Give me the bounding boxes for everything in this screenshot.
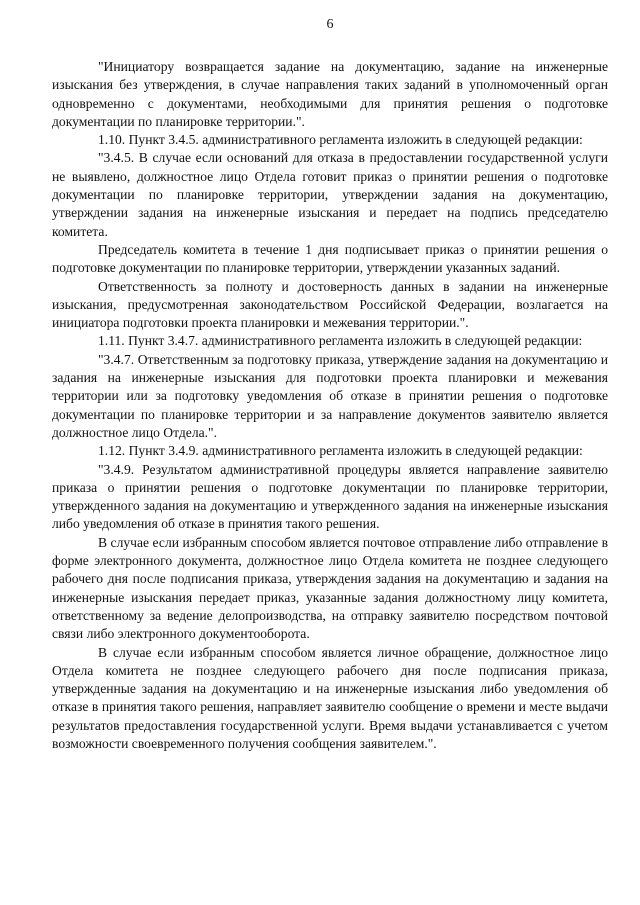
document-page <box>52 0 608 753</box>
paragraph: Ответственность за полноту и достоверность данных в задании на инженерные изыскания, предусмотренная законодательством Российской Федерации, возлагается на инициатора подготовки проекта планировки и межевания территории.". <box>52 278 608 331</box>
paragraph: 1.11. Пункт 3.4.7. административного регламента изложить в следующей редакции: <box>98 333 583 349</box>
paragraph: "3.4.9. Результатом административной процедуры является направление заявителю приказа о принятии решения о подготовке документации по планировке территории, утвержденного задания на документацию и утвержденного задания на инженерные изыскания либо уведомления об отказе в принятия такого решения. <box>52 461 608 532</box>
paragraph: 1.12. Пункт 3.4.9. административного регламента изложить в следующей редакции: <box>98 443 583 459</box>
paragraph: В случае если избранным способом является личное обращение, должностное лицо Отдела комитета не позднее следующего рабочего дня после подписания приказа, утвержденные задания на документацию и на инженерные изыскания либо уведомления об отказе в принятия такого решения, направляет заявителю сообщение о времени и месте выдачи результатов предоставления государственной услуги. Время выдачи устанавливается с учетом возможности своевременного получения сообщения заявителем.". <box>52 644 608 751</box>
paragraph: Председатель комитета в течение 1 дня подписывает приказ о принятии решения о подготовке документации по планировке территории, утверждении указанных заданий. <box>52 241 608 276</box>
paragraph: В случае если избранным способом является почтовое отправление либо отправление в форме электронного документа, должностное лицо Отдела комитета не позднее следующего рабочего дня после подписания приказа, утверждения задания на документацию и задания на инженерные изыскания передает приказ, указанные задания должностному лицу комитета, ответственному за ведение делопроизводства, на отправку заявителю посредством почтовой связи либо электронного документооборота. <box>52 534 608 642</box>
paragraph: "Инициатору возвращается задание на документацию, задание на инженерные изыскания без утверждения, в случае направления таких заданий в уполномоченный орган одновременно с документами, необходимыми для принятия решения о подготовке документации по планировке территории.". <box>52 59 608 129</box>
paragraph: "3.4.7. Ответственным за подготовку приказа, утверждение задания на документацию и задания на инженерные изыскания для подготовки проекта планировки и межевания территории или за подготовку уведомления об отказе в принятии решения о подготовке документации по планировке территории и за направление документов заявителю является должностное лицо Отдела.". <box>52 351 608 440</box>
document-body <box>52 58 608 753</box>
paragraph: 1.10. Пункт 3.4.5. административного регламента изложить в следующей редакции: <box>98 132 583 148</box>
paragraph: "3.4.5. В случае если оснований для отказа в предоставлении государственной услуги не выявлено, должностное лицо Отдела готовит приказ о принятии решения о подготовке документации по планировке территории, утверждении задания на документацию, утверждении задания на инженерные изыскания и передает на подпись председателю комитета. <box>52 150 608 239</box>
page-number: 6 <box>326 17 334 32</box>
